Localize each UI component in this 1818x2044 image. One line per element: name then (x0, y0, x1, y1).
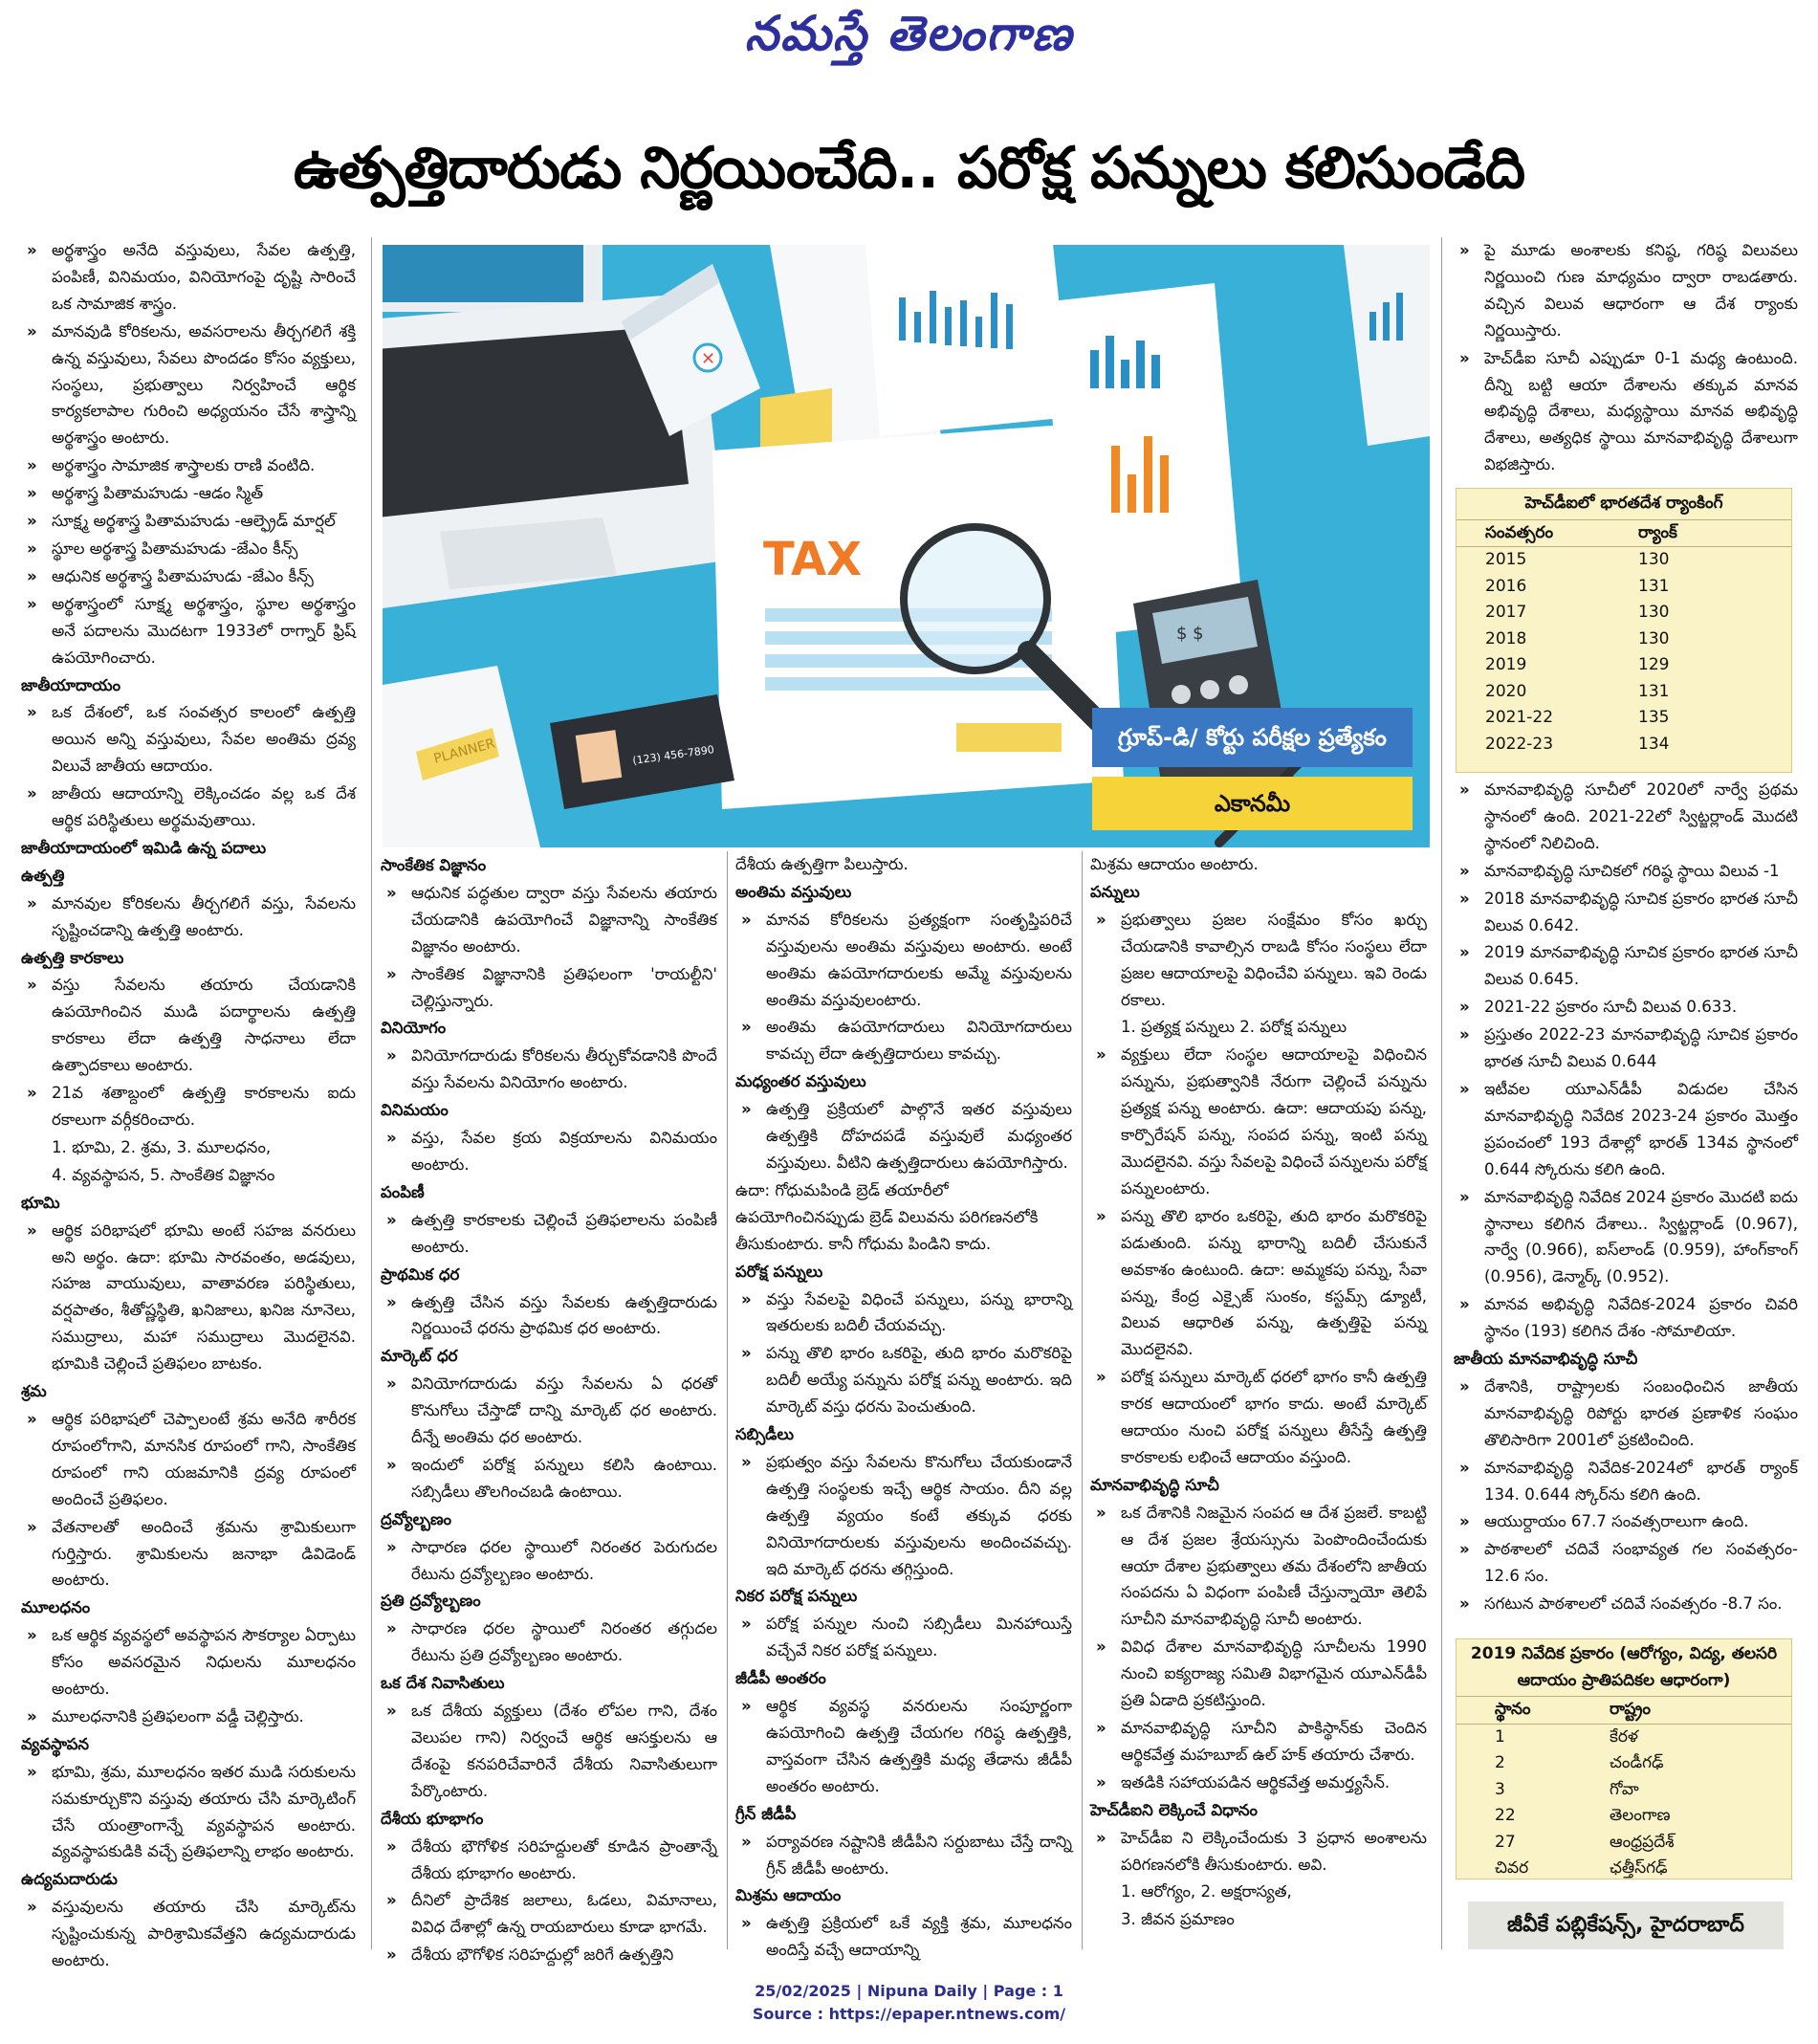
bullet-point: » ఒక దేశంలో, ఒక సంవత్సర కాలంలో ఉత్పత్తి అయిన అన్ని వస్తువులు, సేవల అంతిమ ద్రవ్య విలువే జాతీయ ఆదాయం. (21, 699, 356, 780)
card-phone: (123) 456-7890 (631, 743, 715, 767)
bullet-point: » మానవాభివృద్ధి సూచికలో గరిష్ఠ స్థాయి విలువ -1 (1454, 858, 1798, 885)
bullet-point: » సాధారణ ధరల స్థాయిలో నిరంతర తగ్గుదల రేటును ప్రతి ద్రవ్యోల్బణం అంటారు. (381, 1615, 717, 1669)
table-cell: 2022-23 (1485, 734, 1554, 754)
state-ranking-table (1456, 1638, 1792, 1879)
bullet-point: » జాతీయ ఆదాయాన్ని లెక్కించడం వల్ల ఒక దేశ ఆర్థిక పరిస్థితులు అర్థమవుతాయి. (21, 780, 356, 834)
bullet-point: » సాధారణ ధరల స్థాయిలో నిరంతర పెరుగుదల రేటును ద్రవ్యోల్బణం అంటారు. (381, 1534, 717, 1588)
divider (1082, 851, 1083, 1949)
table-row (1457, 1750, 1791, 1777)
table-cell: 27 (1495, 1832, 1516, 1852)
bullet-point: » పరోక్ష పన్నుల నుంచి సబ్సిడీలు మినహాయిస్తే వచ్చేవే నికర పరోక్ష పన్నులు. (735, 1611, 1072, 1664)
bullet-point: » వస్తువులను తయారు చేసి మార్కెట్‌ను సృష్టించుకున్న పారిశ్రామికవేత్తని ఉద్యమదారుడు అంటారు. (21, 1894, 356, 1974)
section-heading: సబ్సిడీలు (735, 1425, 794, 1444)
bullet-point: » పన్ను తొలి భారం ఒకరిపై, తుది భారం మరొకరిపై బదిలీ అయ్యే పన్నును పరోక్ష పన్ను అంటారు. ఇది మార్కెట్ వస్తు ధరను పెంచుతుంది. (735, 1340, 1072, 1420)
paragraph: ఉదా: గోధుమపిండి బ్రెడ్ తయారీలో ఉపయోగించినప్పుడు బ్రెడ్ విలువను పరిగణనలోకి తీసుకుంటారు. కానీ గోధుమ పిండిని కాదు. (735, 1180, 1039, 1253)
table-row (1457, 652, 1791, 679)
section-heading: నికర పరోక్ష పన్నులు (735, 1587, 858, 1606)
table-cell: 2020 (1485, 681, 1527, 701)
table-cell: 2016 (1485, 576, 1527, 596)
table-cell: 135 (1638, 708, 1670, 727)
column-1 (21, 237, 356, 1975)
section-heading: వినియోగం (381, 1019, 447, 1038)
table-header-row (1457, 1697, 1791, 1725)
footer-source-line: Source : https://epaper.ntnews.com/ (752, 2005, 1066, 2023)
section-heading: జీడీపీ అంతరం (735, 1669, 826, 1688)
section-heading: ప్రతి ద్రవ్యోల్బణం (381, 1592, 481, 1611)
section-heading: ఒక దేశ నివాసితులు (381, 1674, 505, 1693)
table-cell: 131 (1638, 576, 1670, 596)
subject-tag: ఎకానమీ (1092, 777, 1413, 830)
section-heading: ఉత్పత్తి కారకాలు (21, 948, 124, 967)
table-row (1457, 1830, 1791, 1857)
table-row (1457, 1725, 1791, 1751)
table-cell: 130 (1638, 550, 1670, 569)
bullet-point: » 21వ శతాబ్దంలో ఉత్పత్తి కారకాలను ఐదు రకాలుగా వర్గీకరించారు. (21, 1080, 356, 1133)
bullet-point: » మానవాభివృద్ధి సూచీని పాకిస్థాన్‌కు చెందిన ఆర్థికవేత్త మహబూబ్ ఉల్ హక్ తయారు చేశారు. (1090, 1715, 1427, 1769)
table-cell: 22 (1495, 1806, 1516, 1825)
masthead (0, 6, 1818, 74)
paragraph: 1. ప్రత్యక్ష పన్నులు 2. పరోక్ష పన్నులు (1121, 1018, 1347, 1037)
table-header-row (1457, 520, 1791, 548)
bullet-point: » హెచ్‌డీఐ సూచీ ఎప్పుడూ 0-1 మధ్య ఉంటుంది. దీన్ని బట్టి ఆయా దేశాలను తక్కువ మానవ అభివృద్ధి దేశాలు, మధ్యస్థాయి మానవ అభివృద్ధి దేశాలు, అత్యధిక స్థాయి మానవాభివృద్ధి దేశాలుగా విభజిస్తారు. (1454, 345, 1798, 479)
table-cell: తెలంగాణ (1610, 1806, 1671, 1825)
bullet-point: » వినియోగదారుడు వస్తు సేవలను ఏ ధరతో కొనుగోలు చేస్తాడో దాన్ని మార్కెట్ ధర అంటారు. దీన్నే అంతిమ ధర అంటారు. (381, 1371, 717, 1451)
section-heading: జాతీయాదాయం (21, 675, 121, 694)
section-heading: వినిమయం (381, 1101, 449, 1120)
section-heading: మార్కెట్ ధర (381, 1347, 458, 1366)
bullet-point: » అర్థశాస్త్రంలో సూక్ష్మ అర్థశాస్త్రం, స్థూల అర్థశాస్త్రం అనే పదాలను మొదటగా 1933లో రాగ్నార్ ఫ్రిష్ ఉపయోగించారు. (21, 591, 356, 671)
table-cell: 2015 (1485, 550, 1527, 569)
table-cell: గోవా (1610, 1779, 1639, 1799)
table-row (1457, 732, 1791, 758)
section-heading: శ్రమ (21, 1382, 47, 1401)
table-cell: ఆంధ్రప్రదేశ్ (1610, 1832, 1675, 1852)
bullet-point: » పరోక్ష పన్నులు మార్కెట్ ధరలో భాగం కానీ ఉత్పత్తి కారక ఆదాయంలో భాగం కాదు. అంటే మార్కెట్ ఆదాయం నుంచి పరోక్ష పన్నులు తీసేస్తే ఉత్పత్తి కారకాలకు లభించే ఆదాయం వస్తుంది. (1090, 1364, 1427, 1471)
section-heading: సాంకేతిక విజ్ఞానం (381, 856, 487, 874)
table-cell: 2018 (1485, 628, 1527, 648)
bullet-point: » భూమి, శ్రమ, మూలధనం ఇతర ముడి సరుకులను సమకూర్చుకొని వస్తువు తయారు చేసి మార్కెటింగ్ చేసే యంత్రాంగాన్నే వ్యవస్థాపన అంటారు. వ్యవస్థాపకుడికి వచ్చే ప్రతిఫలాన్ని లాభం అంటారు. (21, 1759, 356, 1866)
table-row (1457, 574, 1791, 601)
table-cell: చివర (1495, 1858, 1529, 1878)
bullet-point: » మానవ అభివృద్ధి నివేదిక-2024 ప్రకారం చివరి స్థానం (193) కలిగిన దేశం -సోమాలియా. (1454, 1291, 1798, 1345)
footer-date-line: 25/02/2025 | Nipuna Daily | Page : 1 (755, 1982, 1063, 2000)
section-heading: ఉద్యమదారుడు (21, 1870, 118, 1889)
table-cell: 134 (1638, 734, 1670, 754)
bullet-point: » ఉత్పత్తి ప్రక్రియలో ఒకే వ్యక్తి శ్రమ, మూలధనం అందిస్తే వచ్చే ఆదాయాన్ని (735, 1910, 1072, 1964)
bullet-point: » వస్తు సేవలపై విధించే పన్నులు, పన్ను భారాన్ని ఇతరులకు బదిలీ చేయవచ్చు. (735, 1286, 1072, 1340)
bullet-point: » అర్థశాస్త్రం అనేది వస్తువులు, సేవల ఉత్పత్తి, పంపిణీ, వినిమయం, వినియోగంపై దృష్టి సారించే ఒక సామాజిక శాస్త్రం. (21, 237, 356, 318)
bullet-point: » ఆర్థిక వ్యవస్థ వనరులను సంపూర్ణంగా ఉపయోగించి ఉత్పత్తి చేయగల గరిష్ఠ ఉత్పత్తికి, వాస్తవంగా చేసిన ఉత్పత్తికి మధ్య తేడాను జీడీపీ అంతరం అంటారు. (735, 1693, 1072, 1800)
bullet-point: » పై మూడు అంశాలకు కనిష్ఠ, గరిష్ఠ విలువలు నిర్ణయించి గుణ మాధ్యమం ద్వారా రాబడతారు. వచ్చిన విలువ ఆధారంగా ఆ దేశ ర్యాంకు నిర్ణయిస్తారు. (1454, 237, 1798, 344)
bullet-point: » ఇతడికి సహాయపడిన ఆర్థికవేత్త అమర్త్యసేన్. (1090, 1769, 1427, 1796)
bullet-point: » అంతిమ ఉపయోగదారులు వినియోగదారులు కావచ్చు లేదా ఉత్పత్తిదారులు కావచ్చు. (735, 1014, 1072, 1067)
paragraph: 1. ఆరోగ్యం, 2. అక్షరాస్యత, (1121, 1882, 1292, 1901)
table-cell: 2 (1495, 1753, 1505, 1772)
table-row (1457, 679, 1791, 706)
bullet-point: » ఇందులో పరోక్ష పన్నులు కలిసి ఉంటాయి. సబ్సిడీలు తొలగించబడి ఉంటాయి. (381, 1452, 717, 1506)
bullet-point: » వ్యక్తులు లేదా సంస్థల ఆదాయాలపై విధించిన పన్నును, ప్రభుత్వానికి నేరుగా చెల్లించే పన్నును ప్రత్యక్ష పన్ను అంటారు. ఉదా: ఆదాయపు పన్ను, కార్పొరేషన్ పన్ను, సంపద పన్ను, ఇంటి పన్ను మొదలైనవి. వస్తు సేవలపై విధించే పన్నులను పరోక్ష పన్నులంటారు. (1090, 1042, 1427, 1201)
table-row (1457, 1803, 1791, 1830)
table-cell: 131 (1638, 681, 1670, 701)
section-heading: పరోక్ష పన్నులు (735, 1262, 823, 1281)
section-heading: భూమి (21, 1193, 60, 1212)
column-3 (735, 851, 1072, 1965)
table-cell: 1 (1495, 1726, 1505, 1747)
tax-label: TAX (763, 533, 863, 586)
section-heading: జాతీయాదాయంలో ఇమిడి ఉన్న పదాలు (21, 838, 267, 857)
section-heading: మిశ్రమ ఆదాయం (735, 1886, 842, 1905)
section-heading: మధ్యంతర వస్తువులు (735, 1072, 866, 1091)
bullet-point: » ఒక ఆర్థిక వ్యవస్థలో అవస్థాపన సౌకర్యాల ఏర్పాటు కోసం అవసరమైన నిధులను మూలధనం అంటారు. (21, 1622, 356, 1703)
bullet-point: » ఒక దేశానికి నిజమైన సంపద ఆ దేశ ప్రజలే. కాబట్టి ఆ దేశ ప్రజల శ్రేయస్సును పెంపొందించేందుకు ఆయా దేశాల ప్రభుత్వాలు తమ దేశంలోని జాతీయ సంపదను ఏ విధంగా పంపిణీ చేస్తున్నాయో తెలిపే సూచీని మానవాభివృద్ధి సూచీ అంటారు. (1090, 1500, 1427, 1634)
table-row (1457, 600, 1791, 626)
headline: ఉత్పత్తిదారుడు నిర్ణయించేది.. పరోక్ష పన్నులు కలిసుండేది (293, 135, 1525, 202)
bullet-point: » దీనిలో ప్రాదేశిక జలాలు, ఓడలు, విమానాలు, వివిధ దేశాల్లో ఉన్న రాయబారులు కూడా భాగమే. (381, 1887, 717, 1941)
section-heading: జాతీయ మానవాభివృద్ధి సూచీ (1454, 1350, 1638, 1369)
column-4 (1090, 851, 1427, 1934)
bullet-point: » దేశానికి, రాష్ట్రాలకు సంబంధించిన జాతీయ మానవాభివృద్ధి రిపోర్టు భారత ప్రణాళిక సంఘం తొలిసారిగా 2001లో ప్రకటించింది. (1454, 1374, 1798, 1454)
section-heading: పన్నులు (1090, 882, 1140, 901)
bullet-point: » మానవుల కోరికలను తీర్చగలిగే వస్తు, సేవలను సృష్టించడాన్ని ఉత్పత్తి అంటారు. (21, 890, 356, 944)
bullet-point: » పన్ను తొలి భారం ఒకరిపై, తుది భారం మరొకరిపై పడుతుంది. పన్ను భారాన్ని బదిలీ చేసుకునే అవకాశం ఉంటుంది. ఉదా: అమ్మకపు పన్ను, సేవా పన్ను, కేంద్ర ఎక్సైజ్ సుంకం, కస్టమ్స్ డ్యూటీ, విలువ ఆధారిత పన్ను, ఉత్పత్తిపై పన్ను మొదలైనవి. (1090, 1203, 1427, 1363)
paragraph: 3. జీవన ప్రమాణం (1121, 1910, 1235, 1929)
section-heading: మూలధనం (21, 1598, 91, 1617)
bullet-point: » 2021-22 ప్రకారం సూచీ విలువ 0.633. (1454, 994, 1798, 1021)
table-row (1457, 1856, 1791, 1882)
table-cell: 2019 (1485, 655, 1527, 674)
table-cell: కేరళ (1610, 1726, 1638, 1747)
table-row (1457, 705, 1791, 732)
bullet-point: » ప్రభుత్వం వస్తు సేవలను కొనుగోలు చేయకుండానే ఉత్పత్తి సంస్థలకు ఇచ్చే ఆర్థిక సాయం. దీని వల్ల ఉత్పత్తి వ్యయం కంటే తక్కువ ధరకు వినియోగదారులకు వస్తువులను అందించవచ్చు. ఇది మార్కెట్ ధరను తగ్గిస్తుంది. (735, 1449, 1072, 1583)
bullet-point: » వేతనాలతో అందించే శ్రమను శ్రామికులుగా గుర్తిస్తారు. శ్రామికులను జనాభా డివిడెండ్ అంటారు. (21, 1514, 356, 1594)
table-header-cell: ర్యాంక్ (1638, 522, 1677, 542)
table-title: హెచ్‌డీఐలో భారతదేశ ర్యాంకింగ్ (1457, 489, 1791, 520)
hdi-ranking-table (1456, 488, 1792, 773)
bullet-point: » 2018 మానవాభివృద్ధి సూచిక ప్రకారం భారత సూచీ విలువ 0.642. (1454, 886, 1798, 939)
table-row (1457, 626, 1791, 653)
bullet-point: » ఇటీవల యూఎన్‌డీపీ విడుదల చేసిన మానవాభివృద్ధి నివేదిక 2023-24 ప్రకారం మొత్తం ప్రపంచంలో 193 దేశాల్లో భారత్ 134వ స్థానంలో 0.644 స్కోరును కలిగి ఉంది. (1454, 1076, 1798, 1183)
bullet-point: » మానవుడి కోరికలను, అవసరాలను తీర్చగలిగే శక్తి ఉన్న వస్తువులు, సేవలు పొందడం కోసం వ్యక్తులు, సంస్థలు, ప్రభుత్వాలు నిర్వహించే ఆర్థిక కార్యకలాపాల గురించి అధ్యయనం చేసే శాస్త్రాన్ని అర్థశాస్త్రం అంటారు. (21, 319, 356, 452)
bullet-point: » ప్రభుత్వాలు ప్రజల సంక్షేమం కోసం ఖర్చు చేయడానికి కావాల్సిన రాబడి కోసం సంస్థలు లేదా ప్రజల ఆదాయాలపై విధించేవి పన్నులు. ఇవి రెండు రకాలు. (1090, 907, 1427, 1014)
bullet-point: » 2019 మానవాభివృద్ధి సూచిక ప్రకారం భారత సూచీ విలువ 0.645. (1454, 939, 1798, 993)
calculator-label: $ $ (1176, 624, 1204, 644)
table-cell: ఛత్తీస్‌గఢ్ (1610, 1858, 1668, 1878)
section-heading: హెచ్‌డీఐని లెక్కించే విధానం (1090, 1800, 1258, 1819)
bullet-point: » ఆర్థిక పరిభాషలో భూమి అంటే సహజ వనరులు అని అర్థం. ఉదా: భూమి సారవంతం, అడవులు, సహజ వాయువులు, వాతావరణ పరిస్థితులు, వర్షపాతం, శీతోష్ణస్థితి, ఖనిజాలు, ఖనిజ నూనెలు, సముద్రాలు, మహా సముద్రాలు మొదలైనవి. భూమికి చెల్లించే ప్రతిఫలం బాటకం. (21, 1218, 356, 1377)
group-d-tag: గ్రూప్-డి/ కోర్టు పరీక్షల ప్రత్యేకం (1092, 708, 1413, 767)
bullet-point: » ఉత్పత్తి చేసిన వస్తు సేవలకు ఉత్పత్తిదారుడు నిర్ణయించే ధరను ప్రాథమిక ధర అంటారు. (381, 1289, 717, 1343)
table-header-cell: రాష్ట్రం (1610, 1700, 1652, 1719)
table-header-cell: సంవత్సరం (1485, 522, 1554, 542)
svg-text:✕: ✕ (701, 349, 716, 369)
table-cell: 2021-22 (1485, 708, 1554, 727)
divider (727, 851, 728, 1949)
table-title: 2019 నివేదిక ప్రకారం (ఆరోగ్యం, విద్య, తలసరి ఆదాయం ప్రాతిపదికల ఆధారంగా) (1457, 1639, 1791, 1697)
planner-label: PLANNER (431, 736, 497, 767)
paragraph: దేశీయ ఉత్పత్తిగా పిలుస్తారు. (735, 855, 909, 873)
bullet-point: » పాఠశాలలో చదివే సంభావ్యత గల సంవత్సరం- 12.6 సం. (1454, 1536, 1798, 1590)
bullet-point: » అర్థశాస్త్రం సామాజిక శాస్త్రాలకు రాణి వంటిది. (21, 452, 356, 479)
column-2 (381, 851, 717, 1969)
section-heading: గ్రీన్ జీడీపీ (735, 1804, 797, 1823)
divider (371, 237, 372, 1949)
bullet-point: » మానవాభివృద్ధి నివేదిక 2024 ప్రకారం మొదటి ఐదు స్థానాలు కలిగిన దేశాలు.. స్విట్జర్లాండ్ (0.967), నార్వే (0.966), ఐస్‌లాండ్ (0.959), హాంగ్‌కాంగ్ (0.956), డెన్మార్క్ (0.952). (1454, 1184, 1798, 1291)
bullet-point: » ఆయుర్దాయం 67.7 సంవత్సరాలుగా ఉంది. (1454, 1508, 1798, 1535)
paragraph: మిశ్రమ ఆదాయం అంటారు. (1090, 855, 1259, 873)
table-cell: 130 (1638, 628, 1670, 648)
bullet-point: » వస్తు సేవలను తయారు చేయడానికి ఉపయోగించిన ముడి పదార్థాలను ఉత్పత్తి కారకాలు లేదా ఉత్పత్తి సాధనాలు లేదా ఉత్పాదకాలు అంటారు. (21, 972, 356, 1079)
publisher-credit: జీవీకే పబ్లికేషన్స్, హైదరాబాద్ (1468, 1901, 1784, 1949)
table-cell: 129 (1638, 655, 1670, 674)
section-heading: ద్రవ్యోల్బణం (381, 1509, 452, 1528)
bullet-point: » ఆర్థిక పరిభాషలో చెప్పాలంటే శ్రమ అనేది శారీరక రూపంలోగాని, మానసిక రూపంలో గాని, సాంకేతిక రూపంలో గాని యజమానికి ద్రవ్య రూపంలో అందించే ప్రతిఫలం. (21, 1406, 356, 1513)
bullet-point: » ఆధునిక పద్ధతుల ద్వారా వస్తు సేవలను తయారు చేయడానికి ఉపయోగించే విజ్ఞానాన్ని సాంకేతిక విజ్ఞానం అంటారు. (381, 880, 717, 960)
bullet-point: » మానవాభివృద్ధి సూచీలో 2020లో నార్వే ప్రథమ స్థానంలో ఉంది. 2021-22లో స్విట్జర్లాండ్ మొదటి స్థానంలో నిలిచింది. (1454, 777, 1798, 857)
section-heading: పంపిణీ (381, 1182, 425, 1201)
section-heading: అంతిమ వస్తువులు (735, 882, 852, 901)
table-cell: చండీగఢ్ (1610, 1753, 1664, 1772)
bullet-point: » మానవ కోరికలను ప్రత్యక్షంగా సంతృప్తిపరిచే వస్తువులను అంతిమ వస్తువులు అంటారు. అంటే అంతిమ ఉపయోగదారులకు అమ్మే వస్తువులను అంతిమ వస్తువులంటారు. (735, 907, 1072, 1014)
section-heading: మానవాభివృద్ధి సూచీ (1090, 1475, 1219, 1494)
bullet-point: » పర్యావరణ నష్టానికి జీడీపీని సర్దుబాటు చేస్తే దాన్ని గ్రీన్ జీడీపీ అంటారు. (735, 1829, 1072, 1882)
divider (1441, 237, 1442, 1949)
column-5-top (1454, 237, 1798, 479)
bullet-point: » సాంకేతిక విజ్ఞానానికి ప్రతిఫలంగా 'రాయల్టీని' చెల్లిస్తున్నారు. (381, 961, 717, 1015)
table-row (1457, 547, 1791, 574)
table-row (1457, 1777, 1791, 1804)
page-footer (0, 1980, 1818, 2026)
bullet-point: » వివిధ దేశాల మానవాభివృద్ధి సూచీలను 1990 నుంచి ఐక్యరాజ్య సమితి విభాగమైన యూఎన్‌డీపీ ప్రతి ఏడాది ప్రకటిస్తుంది. (1090, 1634, 1427, 1714)
bullet-point: » వినియోగదారుడు కోరికలను తీర్చుకోవడానికి పొందే వస్తు సేవలను వినియోగం అంటారు. (381, 1043, 717, 1096)
bullet-point: » దేశీయ భౌగోళిక సరిహద్దులతో కూడిన ప్రాంతాన్నే దేశీయ భూభాగం అంటారు. (381, 1834, 717, 1887)
column-5-middle (1454, 777, 1798, 1618)
paragraph: 1. భూమి, 2. శ్రమ, 3. మూలధనం, (52, 1137, 272, 1156)
masthead-logo: నమస్తే తెలంగాణ (744, 6, 1074, 61)
bullet-point: » మానవాభివృద్ధి నివేదిక-2024లో భారత్ ర్యాంక్ 134. 0.644 స్కోర్‌ను కలిగి ఉంది. (1454, 1455, 1798, 1508)
section-heading: దేశీయ భూభాగం (381, 1809, 484, 1828)
bullet-point: » దేశీయ భౌగోళిక సరిహద్దుల్లో జరిగే ఉత్పత్తిని (381, 1942, 717, 1968)
bullet-point: » ఉత్పత్తి ప్రక్రియలో పాల్గొనే ఇతర వస్తువులు ఉత్పత్తికి దోహదపడే వస్తువులే మధ్యంతర వస్తువులు. వీటిని ఉత్పత్తిదారులు ఉపయోగిస్తారు. (735, 1096, 1072, 1176)
section-heading: ఉత్పత్తి (21, 866, 65, 885)
table-cell: 130 (1638, 603, 1670, 622)
paragraph: 4. వ్యవస్థాపన, 5. సాంకేతిక విజ్ఞానం (52, 1165, 275, 1184)
table-header-cell: స్థానం (1495, 1700, 1531, 1719)
bullet-point: » సగటున పాఠశాలలో చదివే సంవత్సరం -8.7 సం. (1454, 1591, 1798, 1617)
bullet-point: » వస్తు, సేవల క్రయ విక్రయాలను వినిమయం అంటారు. (381, 1125, 717, 1178)
table-cell: 3 (1495, 1779, 1505, 1799)
section-heading: వ్యవస్థాపన (21, 1734, 90, 1753)
bullet-point: » మూలధనానికి ప్రతిఫలంగా వడ్డీ చెల్లిస్తారు. (21, 1703, 356, 1730)
section-heading: ప్రాథమిక ధర (381, 1264, 460, 1284)
bullet-point: » సూక్ష్మ అర్థశాస్త్ర పితామహుడు -ఆల్ఫ్రెడ్ మార్షల్ (21, 508, 356, 535)
bullet-point: » స్థూల అర్థశాస్త్ర పితామహుడు -జేఎం కీన్స్ (21, 536, 356, 562)
bullet-point: » ఆధునిక అర్థశాస్త్ర పితామహుడు -జేఎం కీన్స్ (21, 563, 356, 590)
bullet-point: » ప్రస్తుతం 2022-23 మానవాభివృద్ధి సూచిక ప్రకారం భారత సూచీ విలువ 0.644 (1454, 1022, 1798, 1075)
bullet-point: » ఒక దేశీయ వ్యక్తులు (దేశం లోపల గాని, దేశం వెలుపల గాని) నిర్వంచే ఆర్థిక ఆసక్తులను ఆ దేశంపై కనపరిచేవారినే దేశీయ నివాసితులుగా పేర్కొంటారు. (381, 1698, 717, 1805)
bullet-point: » అర్థశాస్త్ర పితామహుడు -ఆడం స్మిత్ (21, 480, 356, 507)
table-cell: 2017 (1485, 603, 1527, 622)
bullet-point: » ఉత్పత్తి కారకాలకు చెల్లించే ప్రతిఫలాలను పంపిణీ అంటారు. (381, 1207, 717, 1261)
bullet-point: » హెచ్‌డీఐ ని లెక్కించేందుకు 3 ప్రధాన అంశాలను పరిగణనలోకి తీసుకుంటారు. అవి. (1090, 1825, 1427, 1879)
